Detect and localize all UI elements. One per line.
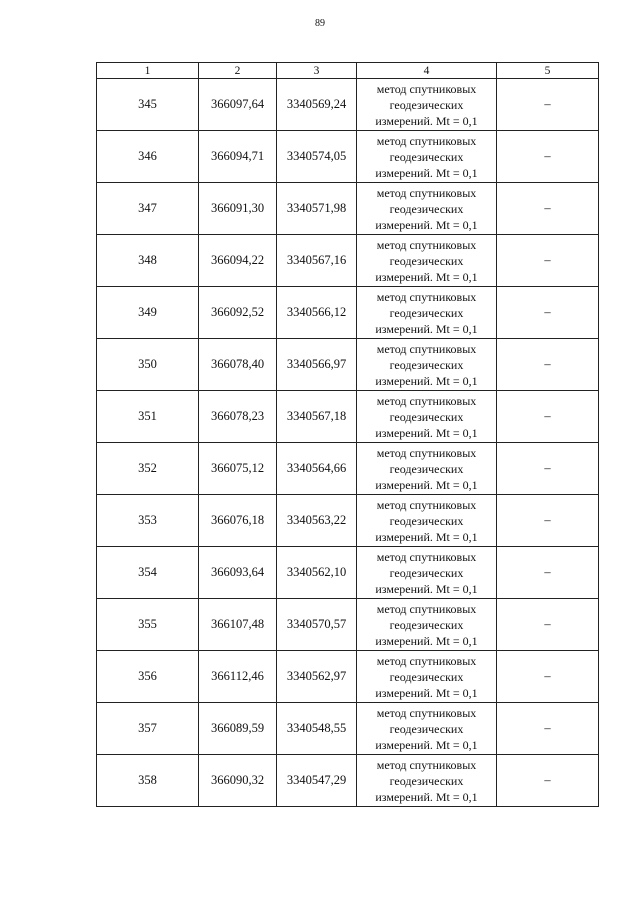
column-header: 2 [199,63,277,79]
method-line: метод спутниковых [376,757,477,772]
x-coordinate-cell: 366078,40 [199,339,277,391]
method-line: измерений. Mt = 0,1 [375,789,478,804]
method-line: геодезических [389,357,464,372]
method-line: измерений. Mt = 0,1 [375,633,478,648]
column-5-cell: – [497,339,599,391]
method-cell [357,651,497,703]
method-line: геодезических [389,97,464,112]
table-row [97,79,599,131]
y-coordinate-cell: 3340567,18 [277,391,357,443]
x-coordinate-cell: 366092,52 [199,287,277,339]
column-header: 5 [497,63,599,79]
point-number-cell: 356 [97,651,199,703]
method-cell [357,79,497,131]
x-coordinate-cell: 366091,30 [199,183,277,235]
column-5-cell: – [497,391,599,443]
method-cell [357,755,497,807]
point-number-cell: 354 [97,547,199,599]
method-line: измерений. Mt = 0,1 [375,217,478,232]
point-number-cell: 350 [97,339,199,391]
method-line: геодезических [389,721,464,736]
point-number-cell: 345 [97,79,199,131]
y-coordinate-cell: 3340567,16 [277,235,357,287]
point-number-cell: 352 [97,443,199,495]
column-5-cell: – [497,131,599,183]
table-row [97,547,599,599]
method-cell [357,391,497,443]
x-coordinate-cell: 366094,71 [199,131,277,183]
table-row [97,235,599,287]
method-line: измерений. Mt = 0,1 [375,737,478,752]
point-number-cell: 357 [97,703,199,755]
y-coordinate-cell: 3340571,98 [277,183,357,235]
column-5-cell: – [497,755,599,807]
column-5-cell: – [497,495,599,547]
x-coordinate-cell: 366112,46 [199,651,277,703]
method-cell [357,183,497,235]
table-row [97,131,599,183]
method-line: геодезических [389,773,464,788]
method-line: измерений. Mt = 0,1 [375,425,478,440]
method-line: метод спутниковых [376,549,477,564]
method-line: измерений. Mt = 0,1 [375,165,478,180]
method-line: измерений. Mt = 0,1 [375,113,478,128]
method-line: метод спутниковых [376,393,477,408]
method-line: измерений. Mt = 0,1 [375,321,478,336]
y-coordinate-cell: 3340548,55 [277,703,357,755]
point-number-cell: 348 [97,235,199,287]
table-row [97,287,599,339]
column-5-cell: – [497,235,599,287]
page-number: 89 [315,18,325,29]
method-line: измерений. Mt = 0,1 [375,373,478,388]
method-cell [357,131,497,183]
method-line: геодезических [389,149,464,164]
method-line: геодезических [389,253,464,268]
method-line: измерений. Mt = 0,1 [375,685,478,700]
method-cell [357,339,497,391]
method-cell [357,287,497,339]
method-line: геодезических [389,565,464,580]
method-line: метод спутниковых [376,185,477,200]
method-cell [357,599,497,651]
point-number-cell: 355 [97,599,199,651]
point-number-cell: 351 [97,391,199,443]
method-line: геодезических [389,669,464,684]
method-line: измерений. Mt = 0,1 [375,269,478,284]
method-line: геодезических [389,461,464,476]
point-number-cell: 346 [97,131,199,183]
method-line: метод спутниковых [376,497,477,512]
coordinates-table [96,62,599,807]
x-coordinate-cell: 366075,12 [199,443,277,495]
table-row [97,183,599,235]
x-coordinate-cell: 366076,18 [199,495,277,547]
method-line: измерений. Mt = 0,1 [375,581,478,596]
y-coordinate-cell: 3340547,29 [277,755,357,807]
column-header: 4 [357,63,497,79]
x-coordinate-cell: 366094,22 [199,235,277,287]
x-coordinate-cell: 366089,59 [199,703,277,755]
table-header-row [97,63,599,79]
table-row [97,703,599,755]
point-number-cell: 349 [97,287,199,339]
table-row [97,651,599,703]
method-line: метод спутниковых [376,341,477,356]
table-row [97,391,599,443]
y-coordinate-cell: 3340562,97 [277,651,357,703]
method-line: метод спутниковых [376,653,477,668]
point-number-cell: 347 [97,183,199,235]
column-5-cell: – [497,287,599,339]
method-line: геодезических [389,409,464,424]
y-coordinate-cell: 3340566,97 [277,339,357,391]
method-line: метод спутниковых [376,81,477,96]
column-5-cell: – [497,443,599,495]
method-cell [357,547,497,599]
column-5-cell: – [497,79,599,131]
column-5-cell: – [497,651,599,703]
method-cell [357,495,497,547]
table-row [97,495,599,547]
table-row [97,339,599,391]
table-row [97,599,599,651]
method-line: метод спутниковых [376,601,477,616]
column-5-cell: – [497,703,599,755]
method-line: геодезических [389,513,464,528]
column-header: 3 [277,63,357,79]
method-line: геодезических [389,617,464,632]
column-5-cell: – [497,183,599,235]
method-cell [357,235,497,287]
method-line: измерений. Mt = 0,1 [375,529,478,544]
method-line: метод спутниковых [376,445,477,460]
column-5-cell: – [497,599,599,651]
x-coordinate-cell: 366078,23 [199,391,277,443]
x-coordinate-cell: 366097,64 [199,79,277,131]
x-coordinate-cell: 366093,64 [199,547,277,599]
table-row [97,755,599,807]
y-coordinate-cell: 3340574,05 [277,131,357,183]
method-line: метод спутниковых [376,289,477,304]
method-line: метод спутниковых [376,705,477,720]
table-body [97,79,599,807]
method-cell [357,443,497,495]
method-line: метод спутниковых [376,133,477,148]
y-coordinate-cell: 3340566,12 [277,287,357,339]
method-line: измерений. Mt = 0,1 [375,477,478,492]
table-row [97,443,599,495]
column-5-cell: – [497,547,599,599]
y-coordinate-cell: 3340570,57 [277,599,357,651]
method-cell [357,703,497,755]
y-coordinate-cell: 3340562,10 [277,547,357,599]
column-header: 1 [97,63,199,79]
y-coordinate-cell: 3340569,24 [277,79,357,131]
y-coordinate-cell: 3340563,22 [277,495,357,547]
method-line: геодезических [389,305,464,320]
method-line: геодезических [389,201,464,216]
point-number-cell: 353 [97,495,199,547]
x-coordinate-cell: 366090,32 [199,755,277,807]
point-number-cell: 358 [97,755,199,807]
method-line: метод спутниковых [376,237,477,252]
y-coordinate-cell: 3340564,66 [277,443,357,495]
x-coordinate-cell: 366107,48 [199,599,277,651]
